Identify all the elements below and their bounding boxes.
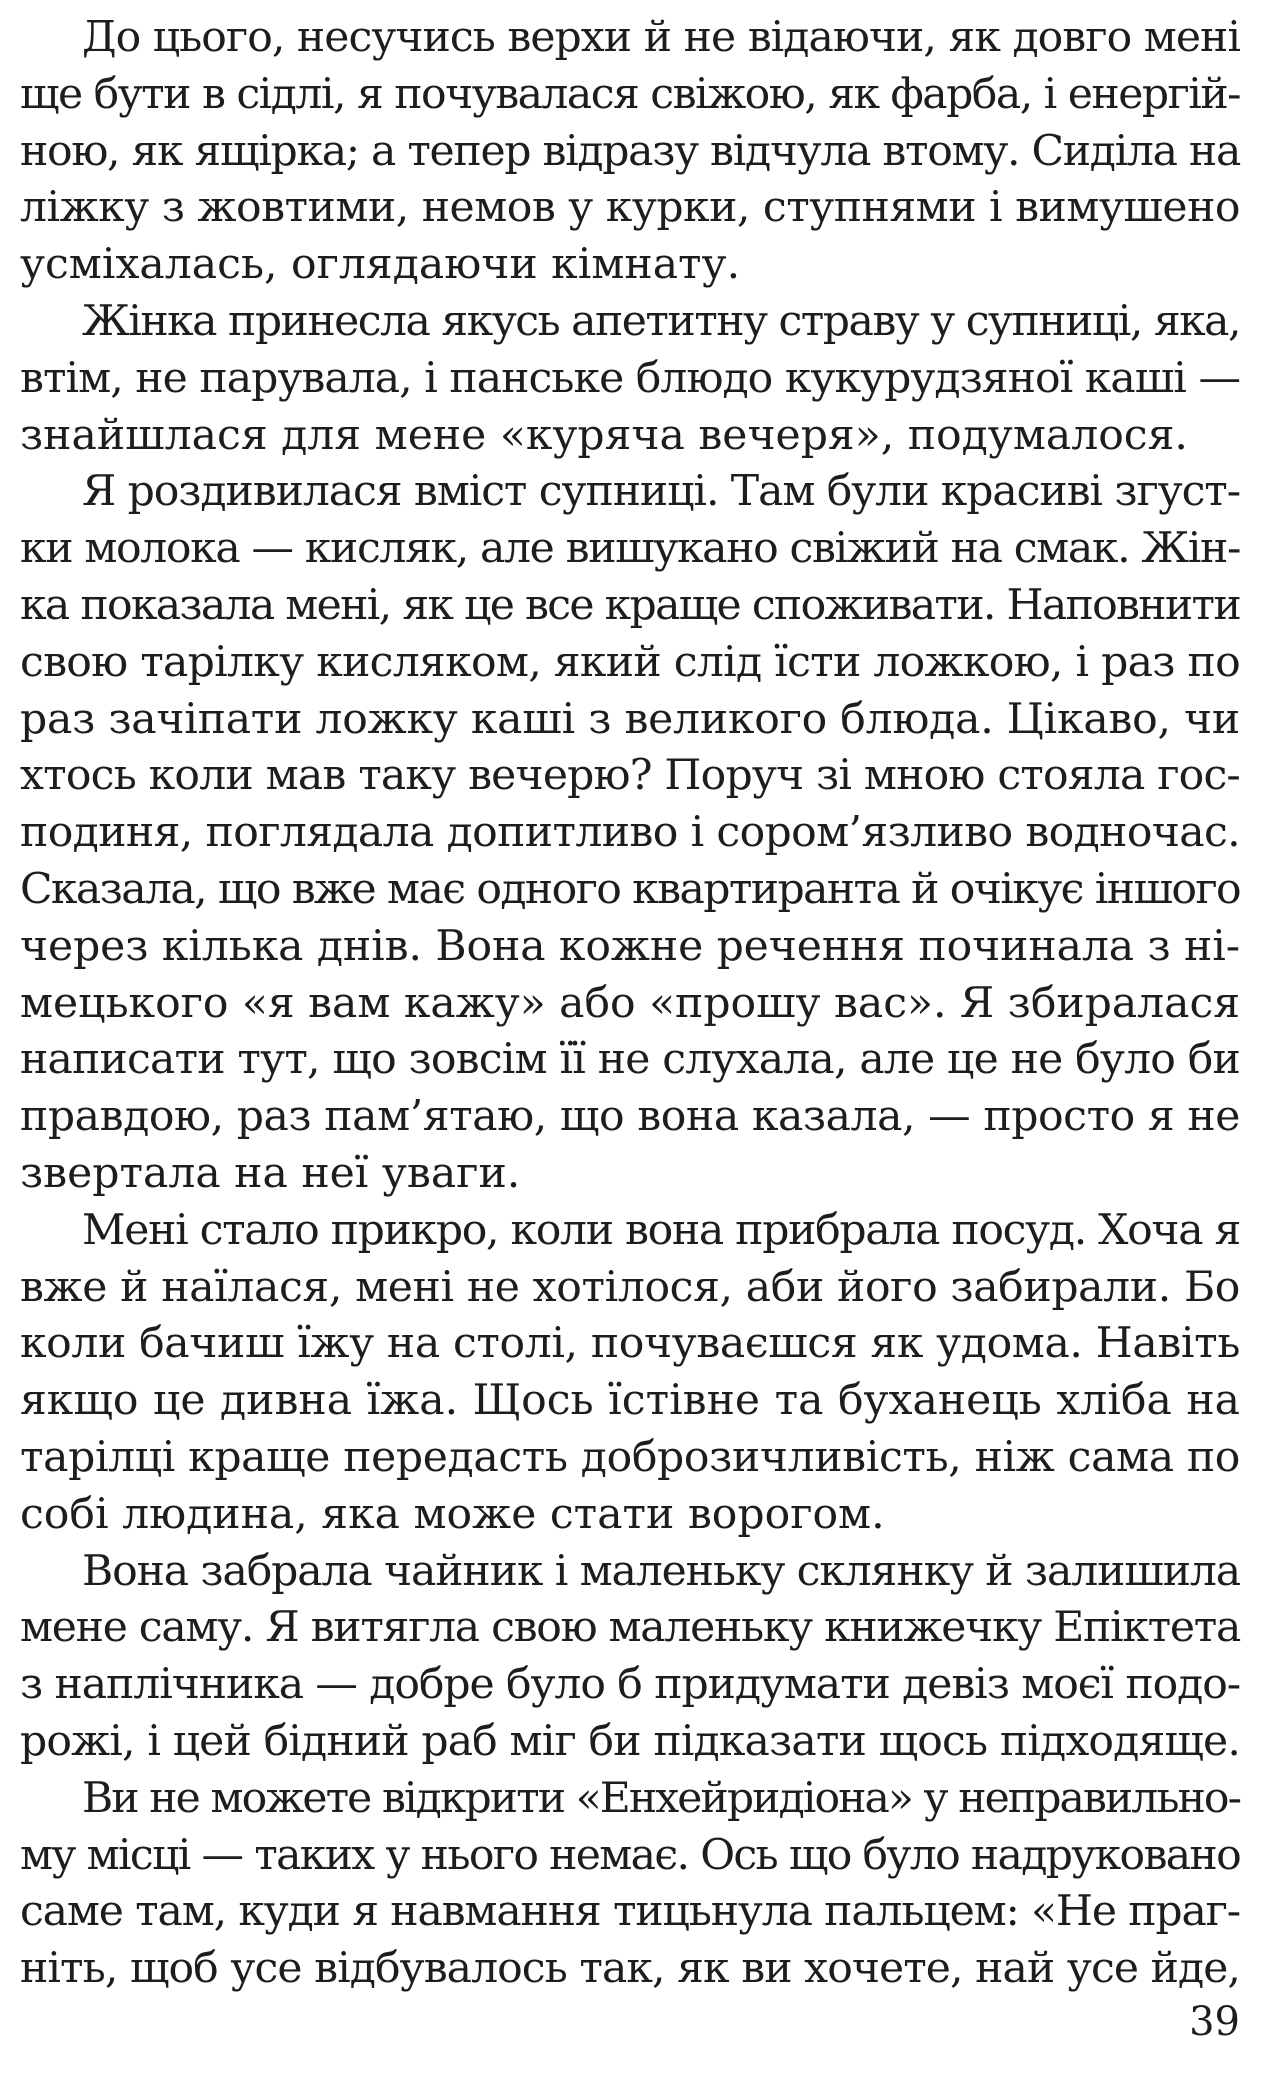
text-line: хтось коли мав таку вечерю? Поруч зі мною стояла гос-	[20, 751, 1240, 801]
text-line: му місці — таких у нього немає. Ось що було надруковано	[20, 1830, 1240, 1880]
text-line: Ви не можете відкрити «Енхейридіона» у неправильно-	[82, 1773, 1241, 1823]
text-line: мецького «я вам кажу» або «прошу вас». Я збиралася	[20, 978, 1240, 1028]
text-line: Мені стало прикро, коли вона прибрала посуд. Хоча я	[82, 1205, 1240, 1255]
text-line: ною, як ящірка; а тепер відразу відчула втому. Сиділа на	[20, 126, 1240, 176]
text-line: До цього, несучись верхи й не відаючи, як довго мені	[82, 13, 1240, 62]
text-line: ліжку з жовтими, немов у курки, ступнями і вимушено	[20, 183, 1240, 233]
text-line: правдою, раз пам’ятаю, що вона казала, — просто я не	[20, 1092, 1240, 1142]
text-line: Вона забрала чайник і маленьку склянку й залишила	[82, 1546, 1241, 1596]
paragraph	[20, 464, 1240, 1202]
text-line: вже й наїлася, мені не хотілося, аби його забирали. Бо	[20, 1262, 1241, 1312]
text-line: усміхалась, оглядаючи кімнату.	[20, 240, 741, 290]
text-line: свою тарілку кисляком, який слід їсти ложкою, і раз по	[20, 637, 1241, 687]
text-line: якщо це дивна їжа. Щось їстівне та буханець хліба на	[20, 1376, 1240, 1426]
text-line: мене саму. Я витягла свою маленьку книжечку Епіктета	[20, 1603, 1241, 1653]
text-line: через кілька днів. Вона кожне речення починала з ні-	[20, 921, 1240, 971]
text-line: знайшлася для мене «куряча вечеря», подумалося.	[20, 410, 1188, 460]
text-line: з наплічника — добре було б придумати девіз моєї подо-	[20, 1660, 1241, 1710]
text-line: тарілці краще передасть доброзичливість, ніж сама по	[20, 1432, 1241, 1482]
text-line: написати тут, що зовсім її не слухала, але це не було би	[20, 1035, 1240, 1085]
page-number: 39	[1189, 1999, 1240, 2045]
text-line: рожі, і цей бідний раб міг би підказати щось підходяще.	[20, 1716, 1240, 1766]
text-line: саме там, куди я навмання тицьнула пальцем: «Не праг-	[20, 1887, 1240, 1937]
text-line: звертала на неї уваги.	[20, 1148, 521, 1198]
text-line: ки молока — кисляк, але вишукано свіжий на смак. Жін-	[20, 524, 1240, 574]
paragraph	[20, 10, 1240, 294]
paragraph	[20, 294, 1240, 464]
text-line: ще бути в сідлі, я почувалася свіжою, як фарба, і енергій-	[20, 69, 1241, 119]
text-line: ніть, щоб усе відбувалось так, як ви хочете, най усе йде,	[20, 1944, 1241, 1994]
text-line: втім, не парувала, і панське блюдо кукурудзяної каші —	[20, 353, 1240, 403]
paragraph	[20, 1203, 1240, 1544]
text-line: ка показала мені, як це все краще споживати. Наповнити	[20, 580, 1241, 630]
paragraph	[20, 1544, 1240, 1771]
text-line: собі людина, яка може стати ворогом.	[20, 1489, 885, 1539]
paragraph	[20, 1771, 1240, 1998]
text-line: Я роздивилася вміст супниці. Там були красиві згуст-	[82, 467, 1241, 517]
text-line: Сказала, що вже має одного квартиранта й очікує іншого	[20, 864, 1241, 914]
text-line: коли бачиш їжу на столі, почуваєшся як удома. Навіть	[20, 1319, 1240, 1369]
text-body	[20, 10, 1240, 1998]
text-line: Жінка принесла якусь апетитну страву у супниці, яка,	[82, 296, 1240, 346]
text-line: подиня, поглядала допитливо і сором’язливо водночас.	[20, 808, 1241, 858]
text-line: раз зачіпати ложку каші з великого блюда. Цікаво, чи	[20, 694, 1241, 744]
